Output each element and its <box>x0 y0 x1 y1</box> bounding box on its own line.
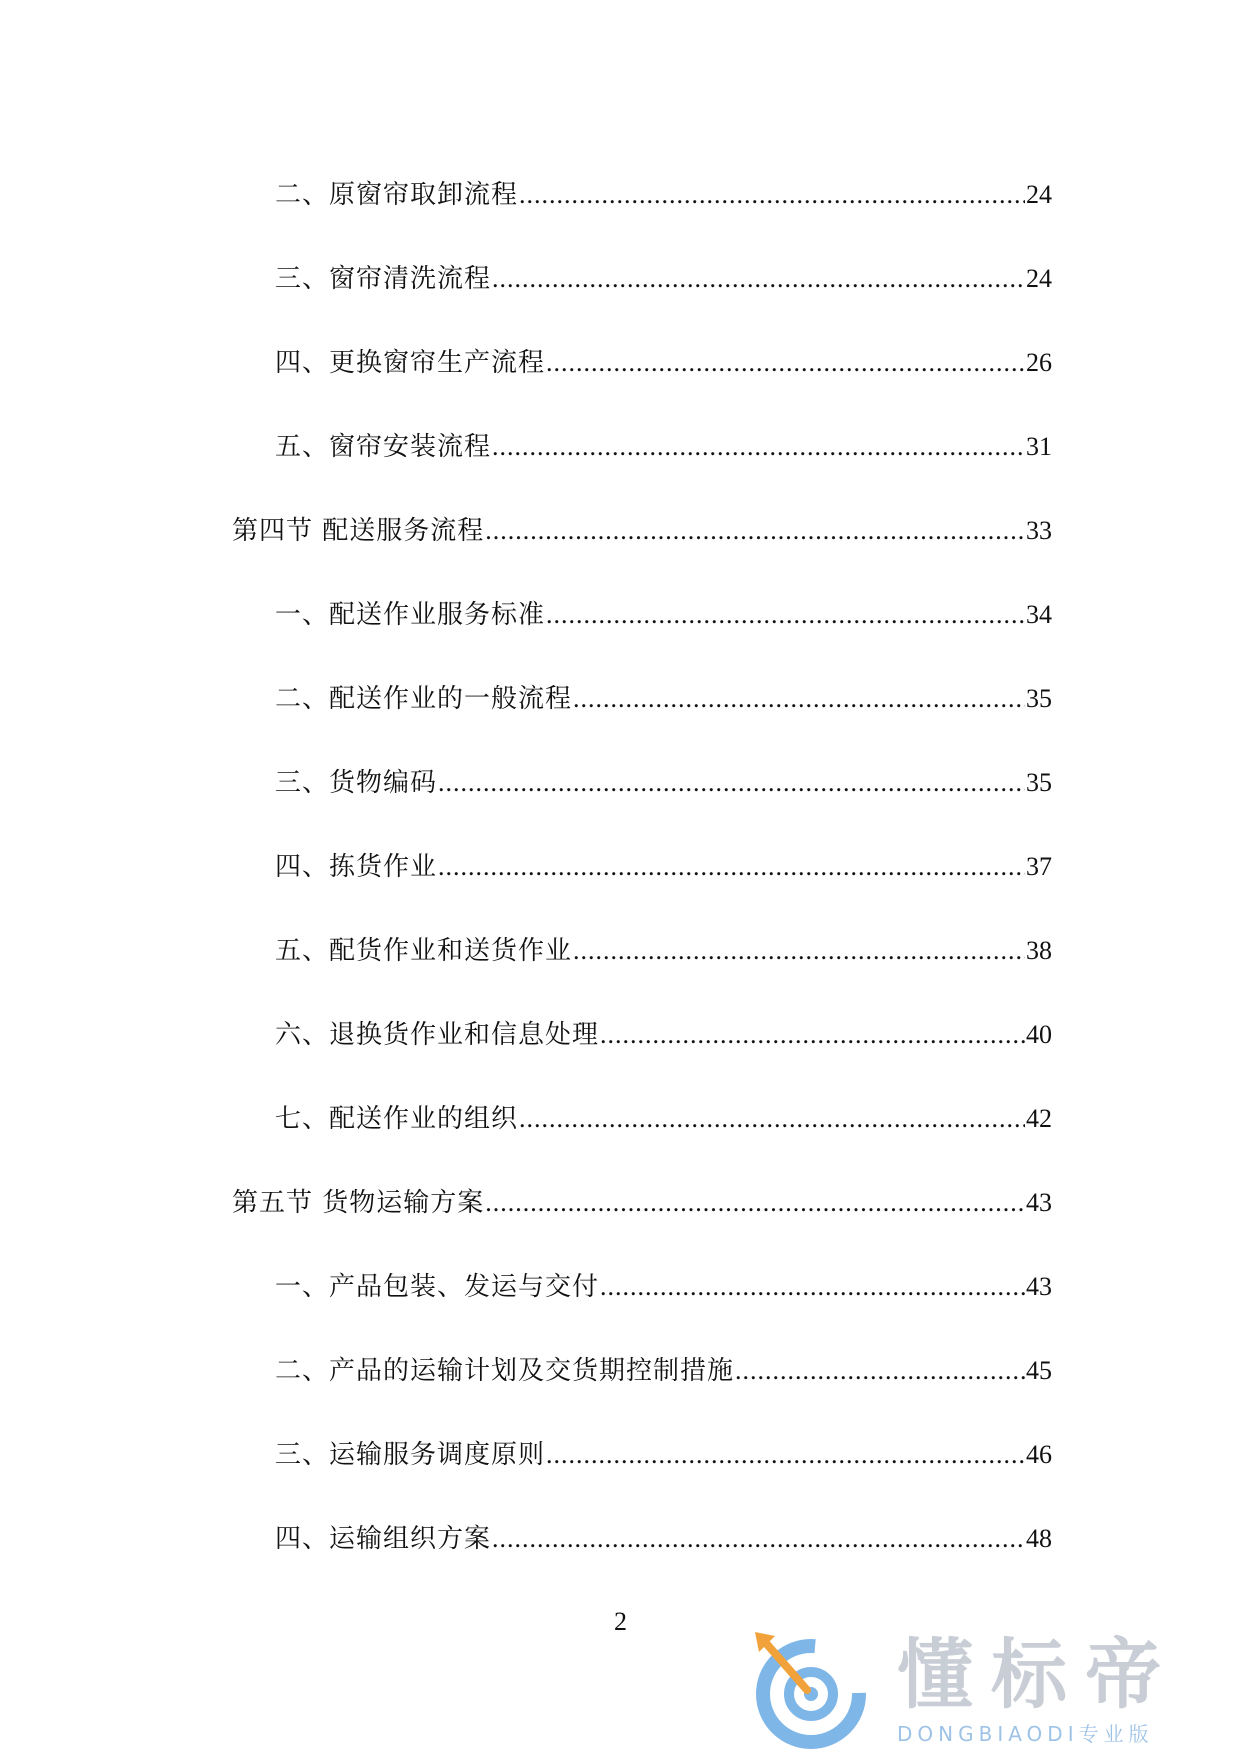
toc-entry-page: 35 <box>1026 684 1052 713</box>
toc-entry-page: 43 <box>1026 1272 1052 1301</box>
toc-entry[interactable] <box>275 1102 1052 1136</box>
toc-entry[interactable] <box>275 262 1052 296</box>
toc-entry[interactable] <box>275 1354 1052 1388</box>
toc-entry-page: 46 <box>1026 1440 1052 1469</box>
toc-entry[interactable] <box>275 1018 1052 1052</box>
toc-entry[interactable] <box>275 598 1052 632</box>
toc-entry-page: 31 <box>1026 432 1052 461</box>
toc-dot-leader <box>438 766 1025 800</box>
toc-entry[interactable] <box>275 934 1052 968</box>
toc-entry-page: 26 <box>1026 348 1052 377</box>
toc-dot-leader <box>546 1438 1025 1472</box>
toc-dot-leader <box>519 178 1025 212</box>
toc-dot-leader <box>438 850 1025 884</box>
toc-entry-page: 24 <box>1026 264 1052 293</box>
toc-dot-leader <box>546 598 1025 632</box>
toc-entry-title: 五、配货作业和送货作业 <box>275 936 573 966</box>
toc-entry-title: 三、货物编码 <box>275 768 438 798</box>
toc-entry-page: 42 <box>1026 1104 1052 1133</box>
toc-dot-leader <box>519 1102 1025 1136</box>
toc-dot-leader <box>492 1522 1025 1556</box>
toc-entry[interactable] <box>275 766 1052 800</box>
toc-entry[interactable] <box>275 682 1052 716</box>
toc-entry-title: 二、原窗帘取卸流程 <box>275 180 519 210</box>
toc-entry-page: 34 <box>1026 600 1052 629</box>
toc-entry[interactable] <box>275 850 1052 884</box>
toc-entry-title: 四、拣货作业 <box>275 852 438 882</box>
toc-section-entry[interactable] <box>232 1186 1052 1220</box>
toc-dot-leader <box>485 514 1025 548</box>
toc-entry-title: 四、运输组织方案 <box>275 1524 492 1554</box>
toc-entry-title: 五、窗帘安装流程 <box>275 432 492 462</box>
toc-entry-title: 一、产品包装、发运与交付 <box>275 1272 600 1302</box>
toc-entry-page: 35 <box>1026 768 1052 797</box>
page-number: 2 <box>614 1607 627 1636</box>
toc-entry[interactable] <box>275 1522 1052 1556</box>
toc-entry-title: 第四节 配送服务流程 <box>232 516 485 546</box>
toc-entry-title: 二、产品的运输计划及交货期控制措施 <box>275 1356 735 1386</box>
toc-entry-title: 三、窗帘清洗流程 <box>275 264 492 294</box>
toc-entry[interactable] <box>275 430 1052 464</box>
toc-entry-page: 45 <box>1026 1356 1052 1385</box>
toc-entry[interactable] <box>275 346 1052 380</box>
toc-entry-title: 七、配送作业的组织 <box>275 1104 519 1134</box>
toc-entry-page: 33 <box>1026 516 1052 545</box>
toc-dot-leader <box>600 1270 1025 1304</box>
toc-dot-leader <box>485 1186 1025 1220</box>
watermark-brand: 懂标帝 <box>897 1630 1179 1719</box>
toc-entry-page: 43 <box>1026 1188 1052 1217</box>
toc-entry-title: 六、退换货作业和信息处理 <box>275 1020 600 1050</box>
watermark-subtitle: DONGBIAODI专业版 <box>897 1722 1154 1746</box>
toc-section-entry[interactable] <box>232 514 1052 548</box>
toc-dot-leader <box>573 682 1025 716</box>
toc-dot-leader <box>735 1354 1025 1388</box>
toc-entry-title: 二、配送作业的一般流程 <box>275 684 573 714</box>
toc-dot-leader <box>492 262 1025 296</box>
toc-dot-leader <box>573 934 1025 968</box>
toc-entry-page: 48 <box>1026 1524 1052 1553</box>
toc-dot-leader <box>492 430 1025 464</box>
toc-entry-title: 四、更换窗帘生产流程 <box>275 348 546 378</box>
toc-dot-leader <box>600 1018 1025 1052</box>
toc-entry-page: 38 <box>1026 936 1052 965</box>
target-arrow-icon <box>745 1628 875 1750</box>
toc-entry-page: 37 <box>1026 852 1052 881</box>
toc-entry[interactable] <box>275 1270 1052 1304</box>
watermark <box>745 1628 1225 1750</box>
toc-entry[interactable] <box>275 1438 1052 1472</box>
toc-entry-title: 第五节 货物运输方案 <box>232 1188 485 1218</box>
toc-entry-title: 三、运输服务调度原则 <box>275 1440 546 1470</box>
toc-entry-page: 24 <box>1026 180 1052 209</box>
toc-entry-title: 一、配送作业服务标准 <box>275 600 546 630</box>
toc-entry[interactable] <box>275 178 1052 212</box>
toc-dot-leader <box>546 346 1025 380</box>
toc-entry-page: 40 <box>1026 1020 1052 1049</box>
